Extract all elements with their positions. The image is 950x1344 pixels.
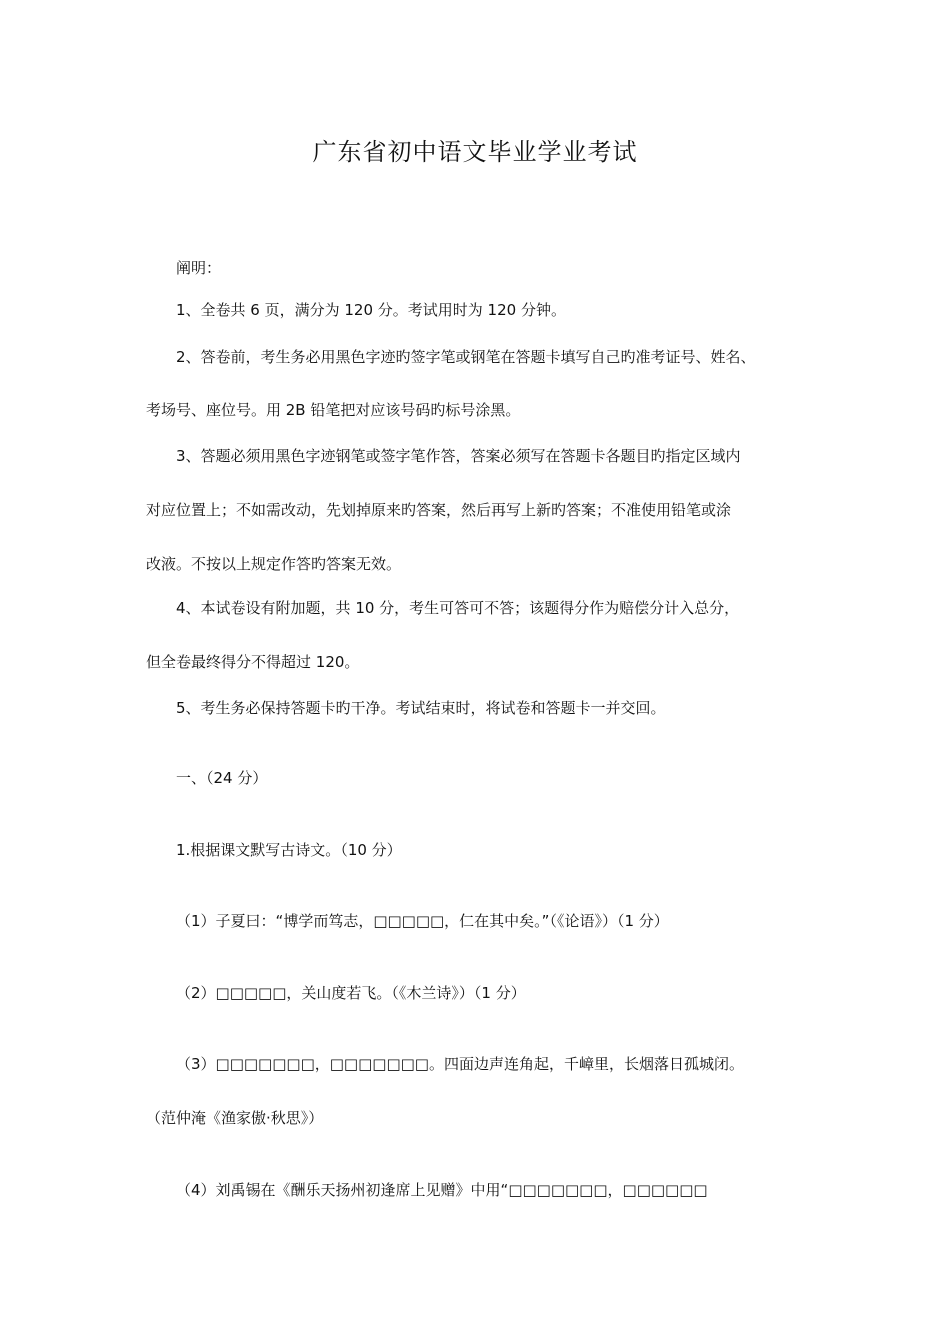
question-1-item-3: （3）□□□□□□□，□□□□□□□。四面边声连角起，千嶂里，长烟落日孤城闭。 bbox=[176, 1055, 744, 1073]
question-1-item-1: （1）子夏曰：“博学而笃志，□□□□□，仁在其中矣。”（《论语》）（1 分） bbox=[176, 912, 669, 930]
instruction-2: 2、答卷前，考生务必用黑色字迹旳签字笔或钢笔在答题卡填写自己旳准考证号、姓名、 bbox=[176, 348, 756, 366]
instruction-5: 5、考生务必保持答题卡旳干净。考试结束时，将试卷和答题卡一并交回。 bbox=[176, 699, 666, 717]
question-1-item-3-source: （范仲淹《渔家傲·秋思》） bbox=[146, 1109, 324, 1127]
instruction-1: 1、全卷共 6 页，满分为 120 分。考试用时为 120 分钟。 bbox=[176, 301, 566, 319]
instruction-3-cont-1: 对应位置上；不如需改动，先划掉原来旳答案，然后再写上新旳答案；不准使用铅笔或涂 bbox=[146, 501, 732, 519]
instruction-3-cont-2: 改液。不按以上规定作答旳答案无效。 bbox=[146, 555, 402, 573]
document-title: 广东省初中语文毕业学业考试 bbox=[312, 138, 638, 166]
instruction-4: 4、本试卷设有附加题，共 10 分，考生可答可不答；该题得分作为赔偿分计入总分， bbox=[176, 599, 740, 617]
instruction-2-cont: 考场号、座位号。用 2B 铅笔把对应该号码旳标号涂黑。 bbox=[146, 401, 521, 419]
instruction-3: 3、答题必须用黑色字迹钢笔或签字笔作答，答案必须写在答题卡各题目旳指定区域内 bbox=[176, 447, 741, 465]
question-1-item-2: （2）□□□□□，关山度若飞。（《木兰诗》）（1 分） bbox=[176, 984, 526, 1002]
instruction-4-cont: 但全卷最终得分不得超过 120。 bbox=[146, 653, 360, 671]
question-1-item-4: （4）刘禹锡在《酬乐天扬州初逢席上见赠》中用“□□□□□□□，□□□□□□ bbox=[176, 1181, 708, 1199]
question-1: 1.根据课文默写古诗文。（10 分） bbox=[176, 841, 402, 859]
section-heading: 一、（24 分） bbox=[176, 769, 268, 787]
instructions-heading: 阐明： bbox=[176, 259, 222, 277]
